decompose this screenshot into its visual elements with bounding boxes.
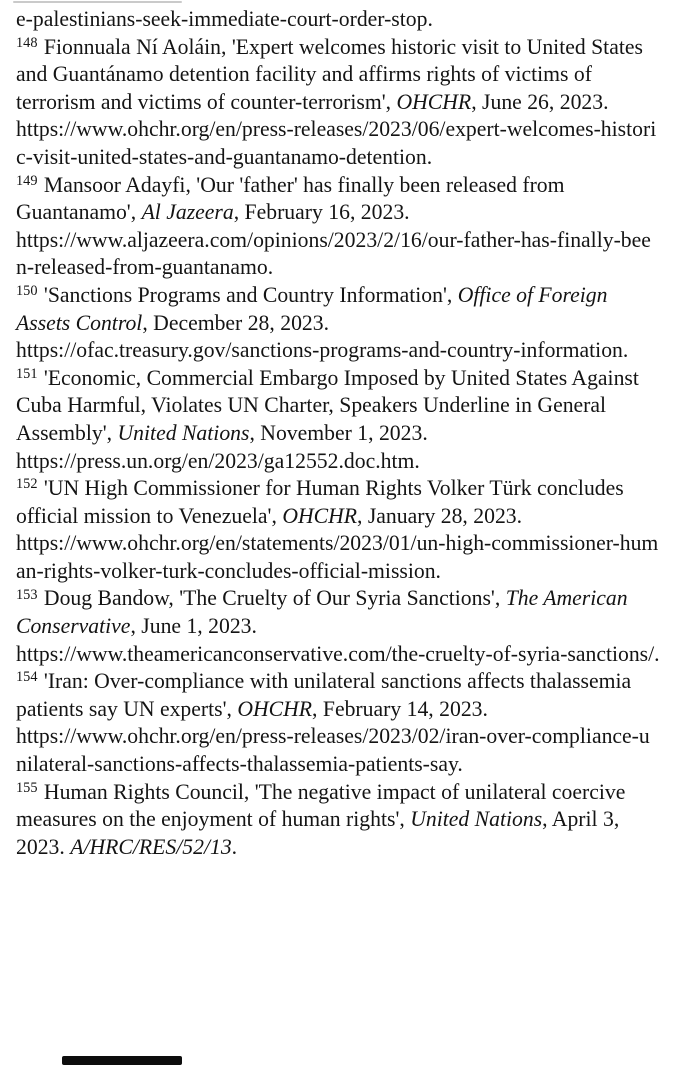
text-segment: e-palestinians-seek-immediate-court-order-stop. bbox=[16, 7, 433, 31]
text-segment: 'Economic, Commercial Embargo Imposed by United States Against bbox=[43, 365, 639, 390]
footnote-line bbox=[16, 448, 688, 476]
text-segment: an-rights-volker-turk-concludes-official-mission. bbox=[16, 558, 441, 583]
text-segment: , February 16, 2023. bbox=[233, 200, 410, 225]
text-segment: Mansoor Adayfi, 'Our 'father' has finally been released from bbox=[43, 172, 565, 197]
footnote-marker: 153 bbox=[16, 586, 38, 603]
footnote-marker: 152 bbox=[16, 476, 38, 493]
text-segment: 2023. bbox=[16, 834, 71, 859]
footnote-line bbox=[16, 116, 688, 144]
text-segment: , June 26, 2023. bbox=[471, 89, 609, 114]
footnote-marker: 151 bbox=[16, 365, 38, 382]
text-segment: Human Rights Council, 'The negative impact of unilateral coercive bbox=[43, 779, 626, 804]
text-segment: measures on the enjoyment of human rights', bbox=[16, 807, 411, 832]
footnote-line bbox=[16, 144, 688, 172]
footnote-marker: 149 bbox=[16, 172, 38, 189]
text-segment: 'Iran: Over-compliance with unilateral sanctions affects thalassemia bbox=[43, 669, 632, 694]
text-segment: https://www.ohchr.org/en/press-releases/2023/06/expert-welcomes-histori bbox=[16, 117, 657, 142]
footnote-line bbox=[16, 806, 688, 834]
footnote-line bbox=[16, 779, 688, 807]
text-segment: https://ofac.treasury.gov/sanctions-programs-and-country-information. bbox=[16, 338, 629, 363]
footnote-line bbox=[16, 585, 688, 613]
footnote-line bbox=[16, 613, 688, 641]
text-segment: The American bbox=[505, 586, 628, 611]
footnote-line bbox=[16, 61, 688, 89]
text-segment: official mission to Venezuela', bbox=[16, 503, 283, 528]
footnotes-block bbox=[16, 6, 688, 861]
footnote-line bbox=[16, 89, 688, 117]
text-segment: 'UN High Commissioner for Human Rights Volker Türk concludes bbox=[43, 476, 624, 501]
footnote-line bbox=[16, 475, 688, 503]
footnote-line bbox=[16, 530, 688, 558]
text-segment: , January 28, 2023. bbox=[357, 503, 523, 528]
text-segment: , April 3, bbox=[542, 807, 620, 832]
footnote-line bbox=[16, 503, 688, 531]
text-segment: Conservative bbox=[16, 614, 131, 639]
footnote-line bbox=[16, 696, 688, 724]
text-segment: OHCHR bbox=[396, 89, 472, 114]
text-segment: https://press.un.org/en/2023/ga12552.doc.htm. bbox=[16, 448, 420, 473]
footnote-line bbox=[16, 668, 688, 696]
footnote-line bbox=[16, 199, 688, 227]
text-segment: Assets Control bbox=[16, 310, 143, 335]
text-segment: https://www.ohchr.org/en/statements/2023/01/un-high-commissioner-hum bbox=[16, 531, 659, 556]
page-progress-bar bbox=[62, 1056, 182, 1065]
footnote-marker: 148 bbox=[16, 34, 38, 51]
footnote-line bbox=[16, 641, 688, 669]
footnote-line bbox=[16, 392, 688, 420]
footnote-line bbox=[16, 834, 688, 862]
footnote-separator-rule bbox=[13, 1, 182, 3]
text-segment: A/HRC/RES/52/13 bbox=[70, 834, 232, 859]
text-segment: https://www.theamericanconservative.com/the-cruelty-of-syria-sanctions/. bbox=[16, 641, 660, 666]
footnote-marker: 154 bbox=[16, 669, 38, 686]
text-segment: , February 14, 2023. bbox=[312, 696, 488, 721]
text-segment: and Guantánamo detention facility and affirms rights of victims of bbox=[16, 62, 592, 87]
footnote-line bbox=[16, 172, 688, 200]
text-segment: Fionnuala Ní Aoláin, 'Expert welcomes historic visit to United States bbox=[43, 34, 643, 59]
footnote-line bbox=[16, 558, 688, 586]
text-segment: https://www.ohchr.org/en/press-releases/2023/02/iran-over-compliance-u bbox=[16, 724, 650, 749]
text-segment: . bbox=[231, 834, 238, 859]
footnote-line bbox=[16, 254, 688, 282]
text-segment: Office of Foreign bbox=[457, 282, 608, 307]
text-segment: Doug Bandow, 'The Cruelty of Our Syria Sanctions', bbox=[43, 586, 506, 611]
footnote-line bbox=[16, 227, 688, 255]
footnote-line bbox=[16, 723, 688, 751]
text-segment: patients say UN experts', bbox=[16, 696, 238, 721]
footnote-line bbox=[16, 365, 688, 393]
text-segment: OHCHR bbox=[237, 696, 313, 721]
text-segment: OHCHR bbox=[282, 503, 358, 528]
text-segment: , November 1, 2023. bbox=[249, 420, 428, 445]
text-segment: Assembly', bbox=[16, 420, 118, 445]
text-segment: United Nations bbox=[117, 420, 250, 445]
footnote-line bbox=[16, 282, 688, 310]
text-segment: Al Jazeera bbox=[141, 200, 234, 225]
text-segment: nilateral-sanctions-affects-thalassemia-patients-say. bbox=[16, 752, 463, 777]
footnote-line bbox=[16, 34, 688, 62]
footnote-line bbox=[16, 6, 688, 34]
footnote-line bbox=[16, 420, 688, 448]
text-segment: , December 28, 2023. bbox=[142, 310, 330, 335]
text-segment: , June 1, 2023. bbox=[130, 614, 257, 639]
text-segment: 'Sanctions Programs and Country Information', bbox=[43, 282, 458, 307]
text-segment: Guantanamo', bbox=[16, 200, 142, 225]
footnote-line bbox=[16, 310, 688, 338]
footnote-line bbox=[16, 337, 688, 365]
text-segment: n-released-from-guantanamo. bbox=[16, 255, 274, 280]
text-segment: https://www.aljazeera.com/opinions/2023/2/16/our-father-has-finally-bee bbox=[16, 227, 651, 252]
footnote-marker: 155 bbox=[16, 779, 38, 796]
footnote-marker: 150 bbox=[16, 283, 38, 300]
text-segment: United Nations bbox=[410, 807, 543, 832]
text-segment: terrorism and victims of counter-terrorism', bbox=[16, 89, 397, 114]
text-segment: Cuba Harmful, Violates UN Charter, Speakers Underline in General bbox=[16, 393, 607, 418]
footnote-line bbox=[16, 751, 688, 779]
text-segment: c-visit-united-states-and-guantanamo-detention. bbox=[16, 144, 433, 169]
